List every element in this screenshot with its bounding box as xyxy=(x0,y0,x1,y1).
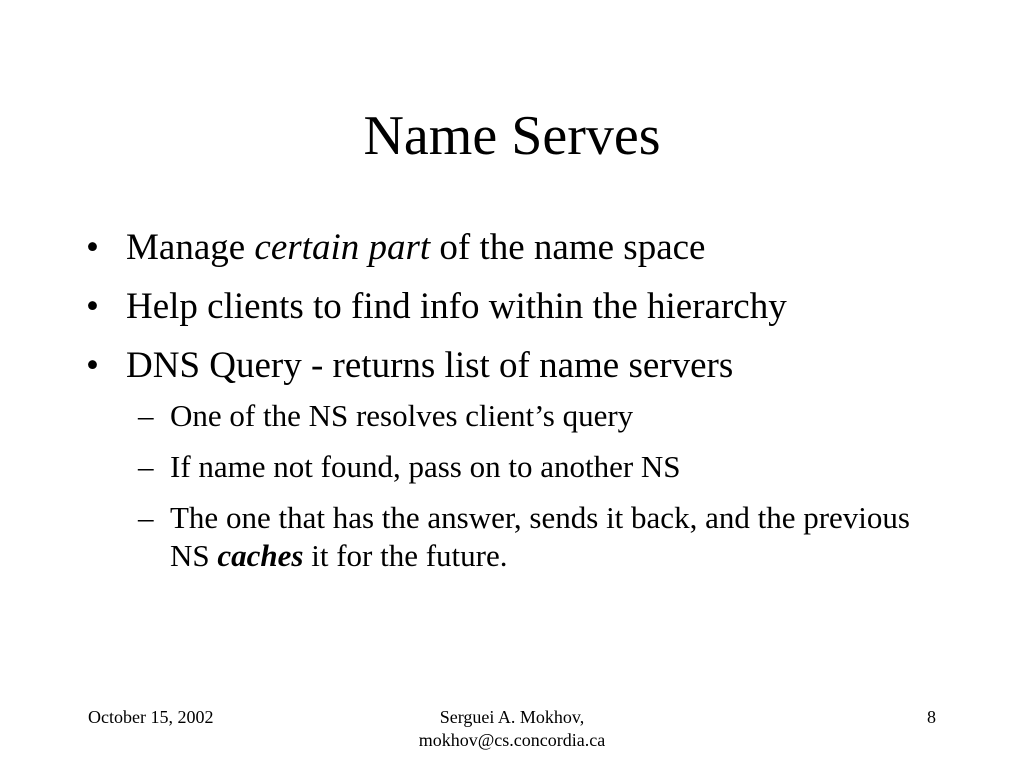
bullet-text-emphasis: certain part xyxy=(254,227,431,268)
bullet-text: DNS Query - returns list of name servers xyxy=(126,345,734,386)
footer-author xyxy=(312,706,712,752)
sub-bullet-text: One of the NS resolves client’s query xyxy=(170,398,634,433)
sub-bullet-marker: – xyxy=(138,449,154,484)
footer-author-name: Serguei A. Mokhov, xyxy=(439,707,585,727)
sub-bullet-marker: – xyxy=(138,398,154,433)
sub-bullet-list xyxy=(82,397,942,575)
sub-bullet-item xyxy=(82,499,942,575)
bullet-marker: • xyxy=(86,345,99,386)
footer-date: October 15, 2002 xyxy=(88,707,214,727)
bullet-item xyxy=(82,285,942,328)
footer-page-number: 8 xyxy=(927,707,936,727)
sub-bullet-item xyxy=(82,448,942,486)
slide-title: Name Serves xyxy=(363,105,661,167)
bullet-text: Help clients to find info within the hierarchy xyxy=(126,286,787,327)
bullet-marker: • xyxy=(86,227,99,268)
sub-bullet-text-part: The one that has the answer, sends it back, and the previous NS xyxy=(170,500,910,573)
sub-bullet-text-emphasis: caches xyxy=(217,538,304,573)
bullet-marker: • xyxy=(86,286,99,327)
sub-bullet-item xyxy=(82,397,942,435)
sub-bullet-text-part: it for the future. xyxy=(303,538,508,573)
bullet-item xyxy=(82,226,942,269)
sub-bullet-marker: – xyxy=(138,500,154,535)
bullet-text-part: Manage xyxy=(126,227,255,268)
footer-author-email: mokhov@cs.concordia.ca xyxy=(418,730,606,750)
bullet-text-part: of the name space xyxy=(430,227,706,268)
bullet-text xyxy=(126,227,705,268)
slide-content xyxy=(82,226,942,588)
sub-bullet-text xyxy=(170,500,910,573)
bullet-item xyxy=(82,344,942,387)
sub-bullet-text: If name not found, pass on to another NS xyxy=(170,449,681,484)
